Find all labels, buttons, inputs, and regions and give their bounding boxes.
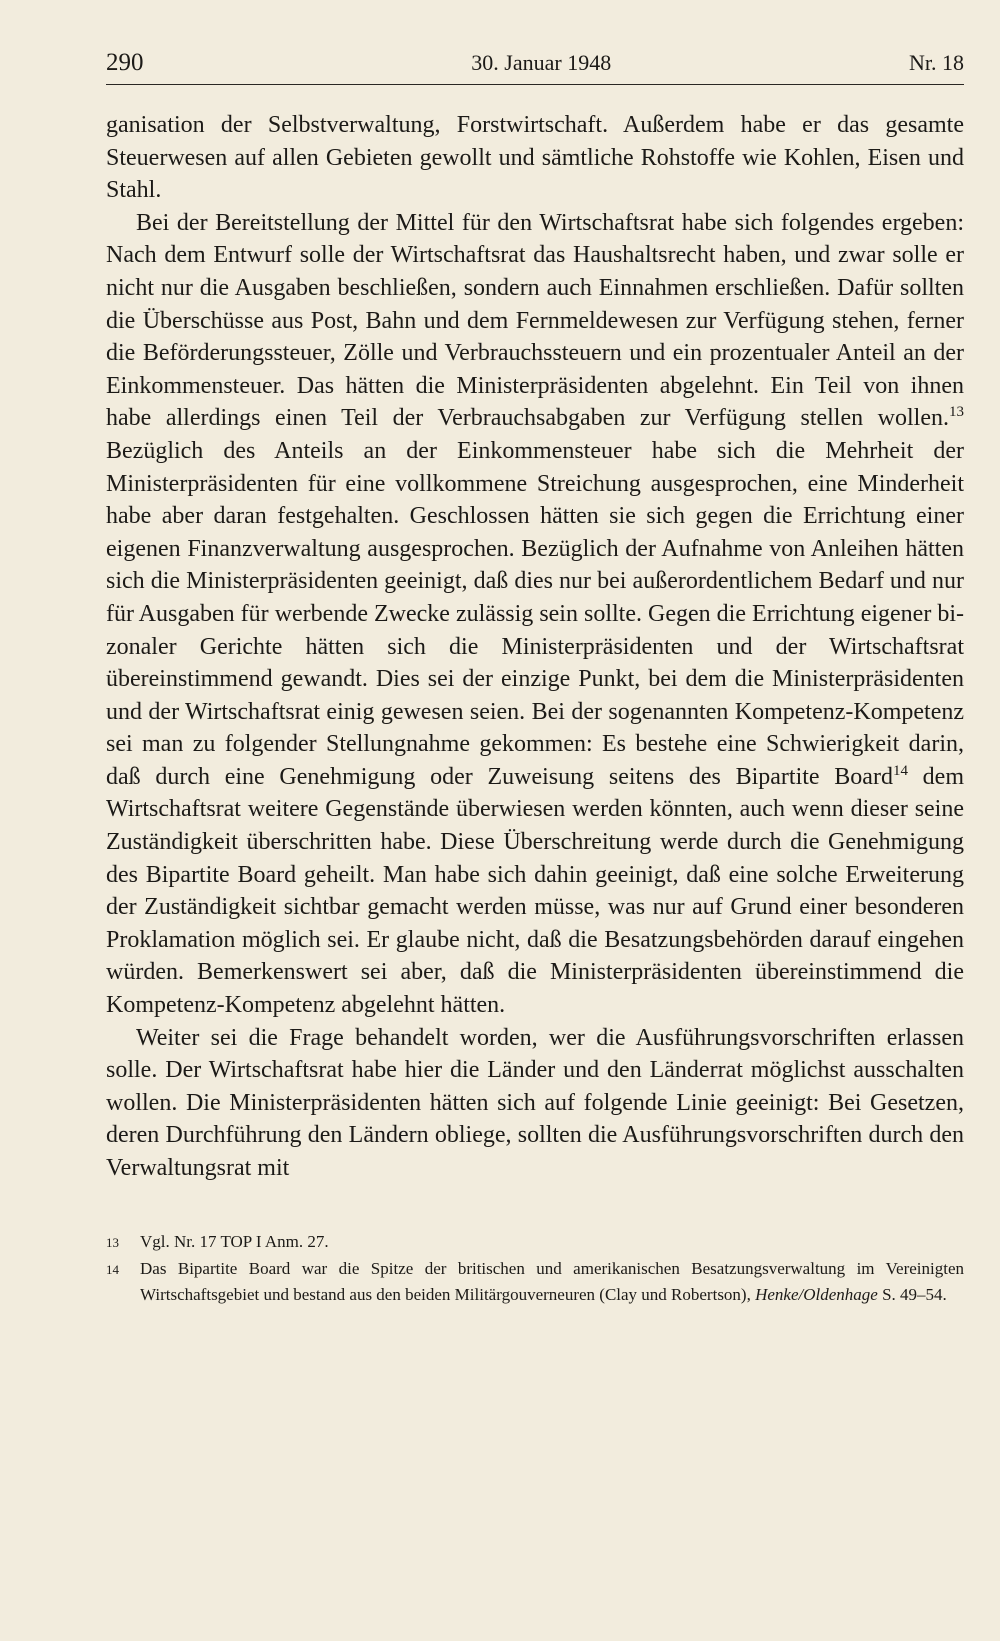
- page-header: [106, 48, 964, 85]
- footnote-text: [140, 1256, 964, 1308]
- page: [106, 48, 964, 1308]
- footnote-text-part-a: Das Bipartite Board war die Spitze der britischen und amerikanischen Besatzungsverwaltung im Vereinigten Wirtschaftsgebiet und bestand aus den beiden Militärgouverneuren (Clay und Robertson),: [140, 1258, 964, 1304]
- footnote-text-part-b: S. 49–54.: [877, 1284, 947, 1304]
- paragraph-2-part-c: dem Wirtschaftsrat weitere Gegenstände überwiesen werden könnten, auch wenn dieser seine Zuständigkeit überschritten habe. Diese Überschreitung werde durch die Genehmigung des Bipartite Board geheilt. Man habe sich dahin geeinigt, daß eine solche Erweiterung der Zuständigkeit sichtbar gemacht werden müsse, was nur auf Grund einer besonderen Proklamation möglich sei. Er glaube nicht, daß die Besatzungsbehörden darauf eingehen würden. Bemerkenswert sei aber, daß die Ministerpräsidenten übereinstimmend die Kompetenz-Kompetenz abgelehnt hätten.: [106, 763, 964, 1019]
- main-text: [106, 109, 964, 1185]
- paragraph-2-part-a: Bei der Bereitstellung der Mittel für den Wirtschaftsrat habe sich folgendes ergeben: Nach dem Entwurf solle der Wirtschaftsrat das Haushaltsrecht haben, und zwar solle er nicht nur die Ausgaben beschließen, sondern auch Einnahmen erschließen. Dafür sollten die Überschüsse aus Post, Bahn und dem Fernmeldewesen zur Verfügung stehen, ferner die Beförderungssteuer, Zölle und Verbrauchssteuern und ein prozentualer Anteil an der Einkommensteuer. Das hätten die Ministerpräsidenten abgelehnt. Ein Teil von ihnen habe allerdings einen Teil der Verbrauchsabgaben zur Verfügung stellen wollen.: [106, 209, 964, 432]
- footnote-ref-14[interactable]: 14: [892, 762, 908, 779]
- page-number: 290: [106, 49, 144, 76]
- footnote-ref-13[interactable]: 13: [949, 404, 964, 421]
- paragraph-2: [106, 207, 964, 1022]
- paragraph-1: ganisation der Selbstverwaltung, Forstwirtschaft. Außerdem habe er das gesamte Steuerwesen auf allen Gebieten gewollt und sämtliche Rohstoffe wie Kohlen, Eisen und Stahl.: [106, 112, 964, 204]
- citation-authors: Henke/Oldenhage: [755, 1284, 878, 1304]
- footnote-text: Vgl. Nr. 17 TOP I Anm. 27.: [140, 1231, 329, 1251]
- paragraph-3: Weiter sei die Frage behandelt worden, wer die Ausführungsvorschriften erlassen solle. Der Wirtschaftsrat habe hier die Länder und den Länderrat möglichst ausschalten wollen. Die Ministerpräsidenten hätten sich auf folgende Linie geeinigt: Bei Gesetzen, deren Durchführung den Ländern obliege, sollten die Ausführungsvorschriften durch den Verwaltungsrat mit: [106, 1024, 964, 1181]
- footnotes: [106, 1229, 964, 1308]
- document-number: Nr. 18: [908, 50, 964, 75]
- paragraph-2-part-b: Bezüglich des Anteils an der Einkommensteuer habe sich die Mehrheit der Ministerpräsidenten für eine vollkommene Streichung ausgesprochen, eine Minderheit habe aber daran festgehalten. Geschlossen hätten sie sich gegen die Errichtung einer eigenen Finanzverwaltung ausgesprochen. Bezüglich der Aufnahme von Anleihen hätten sich die Ministerpräsidenten geeinigt, daß dies nur bei außerordentlichem Bedarf und nur für Ausgaben für werbende Zwecke zulässig sein sollte. Gegen die Errichtung eigener bizonaler Gerichte hätten sich die Ministerpräsidenten und der Wirtschaftsrat übereinstimmend gewandt. Dies sei der einzige Punkt, bei dem die Ministerpräsidenten und der Wirtschaftsrat einig gewesen seien. Bei der sogenannten Kompetenz-Kompetenz sei man zu folgender Stellungnahme gekommen: Es bestehe eine Schwierigkeit darin, daß durch eine Genehmigung oder Zuweisung seitens des Bipartite Board: [106, 437, 964, 790]
- footnote-number: 13: [106, 1234, 119, 1250]
- header-date: 30. Januar 1948: [471, 50, 612, 75]
- footnote-number: 14: [106, 1261, 119, 1277]
- footnote-13: [106, 1229, 964, 1256]
- footnote-14: [106, 1256, 964, 1308]
